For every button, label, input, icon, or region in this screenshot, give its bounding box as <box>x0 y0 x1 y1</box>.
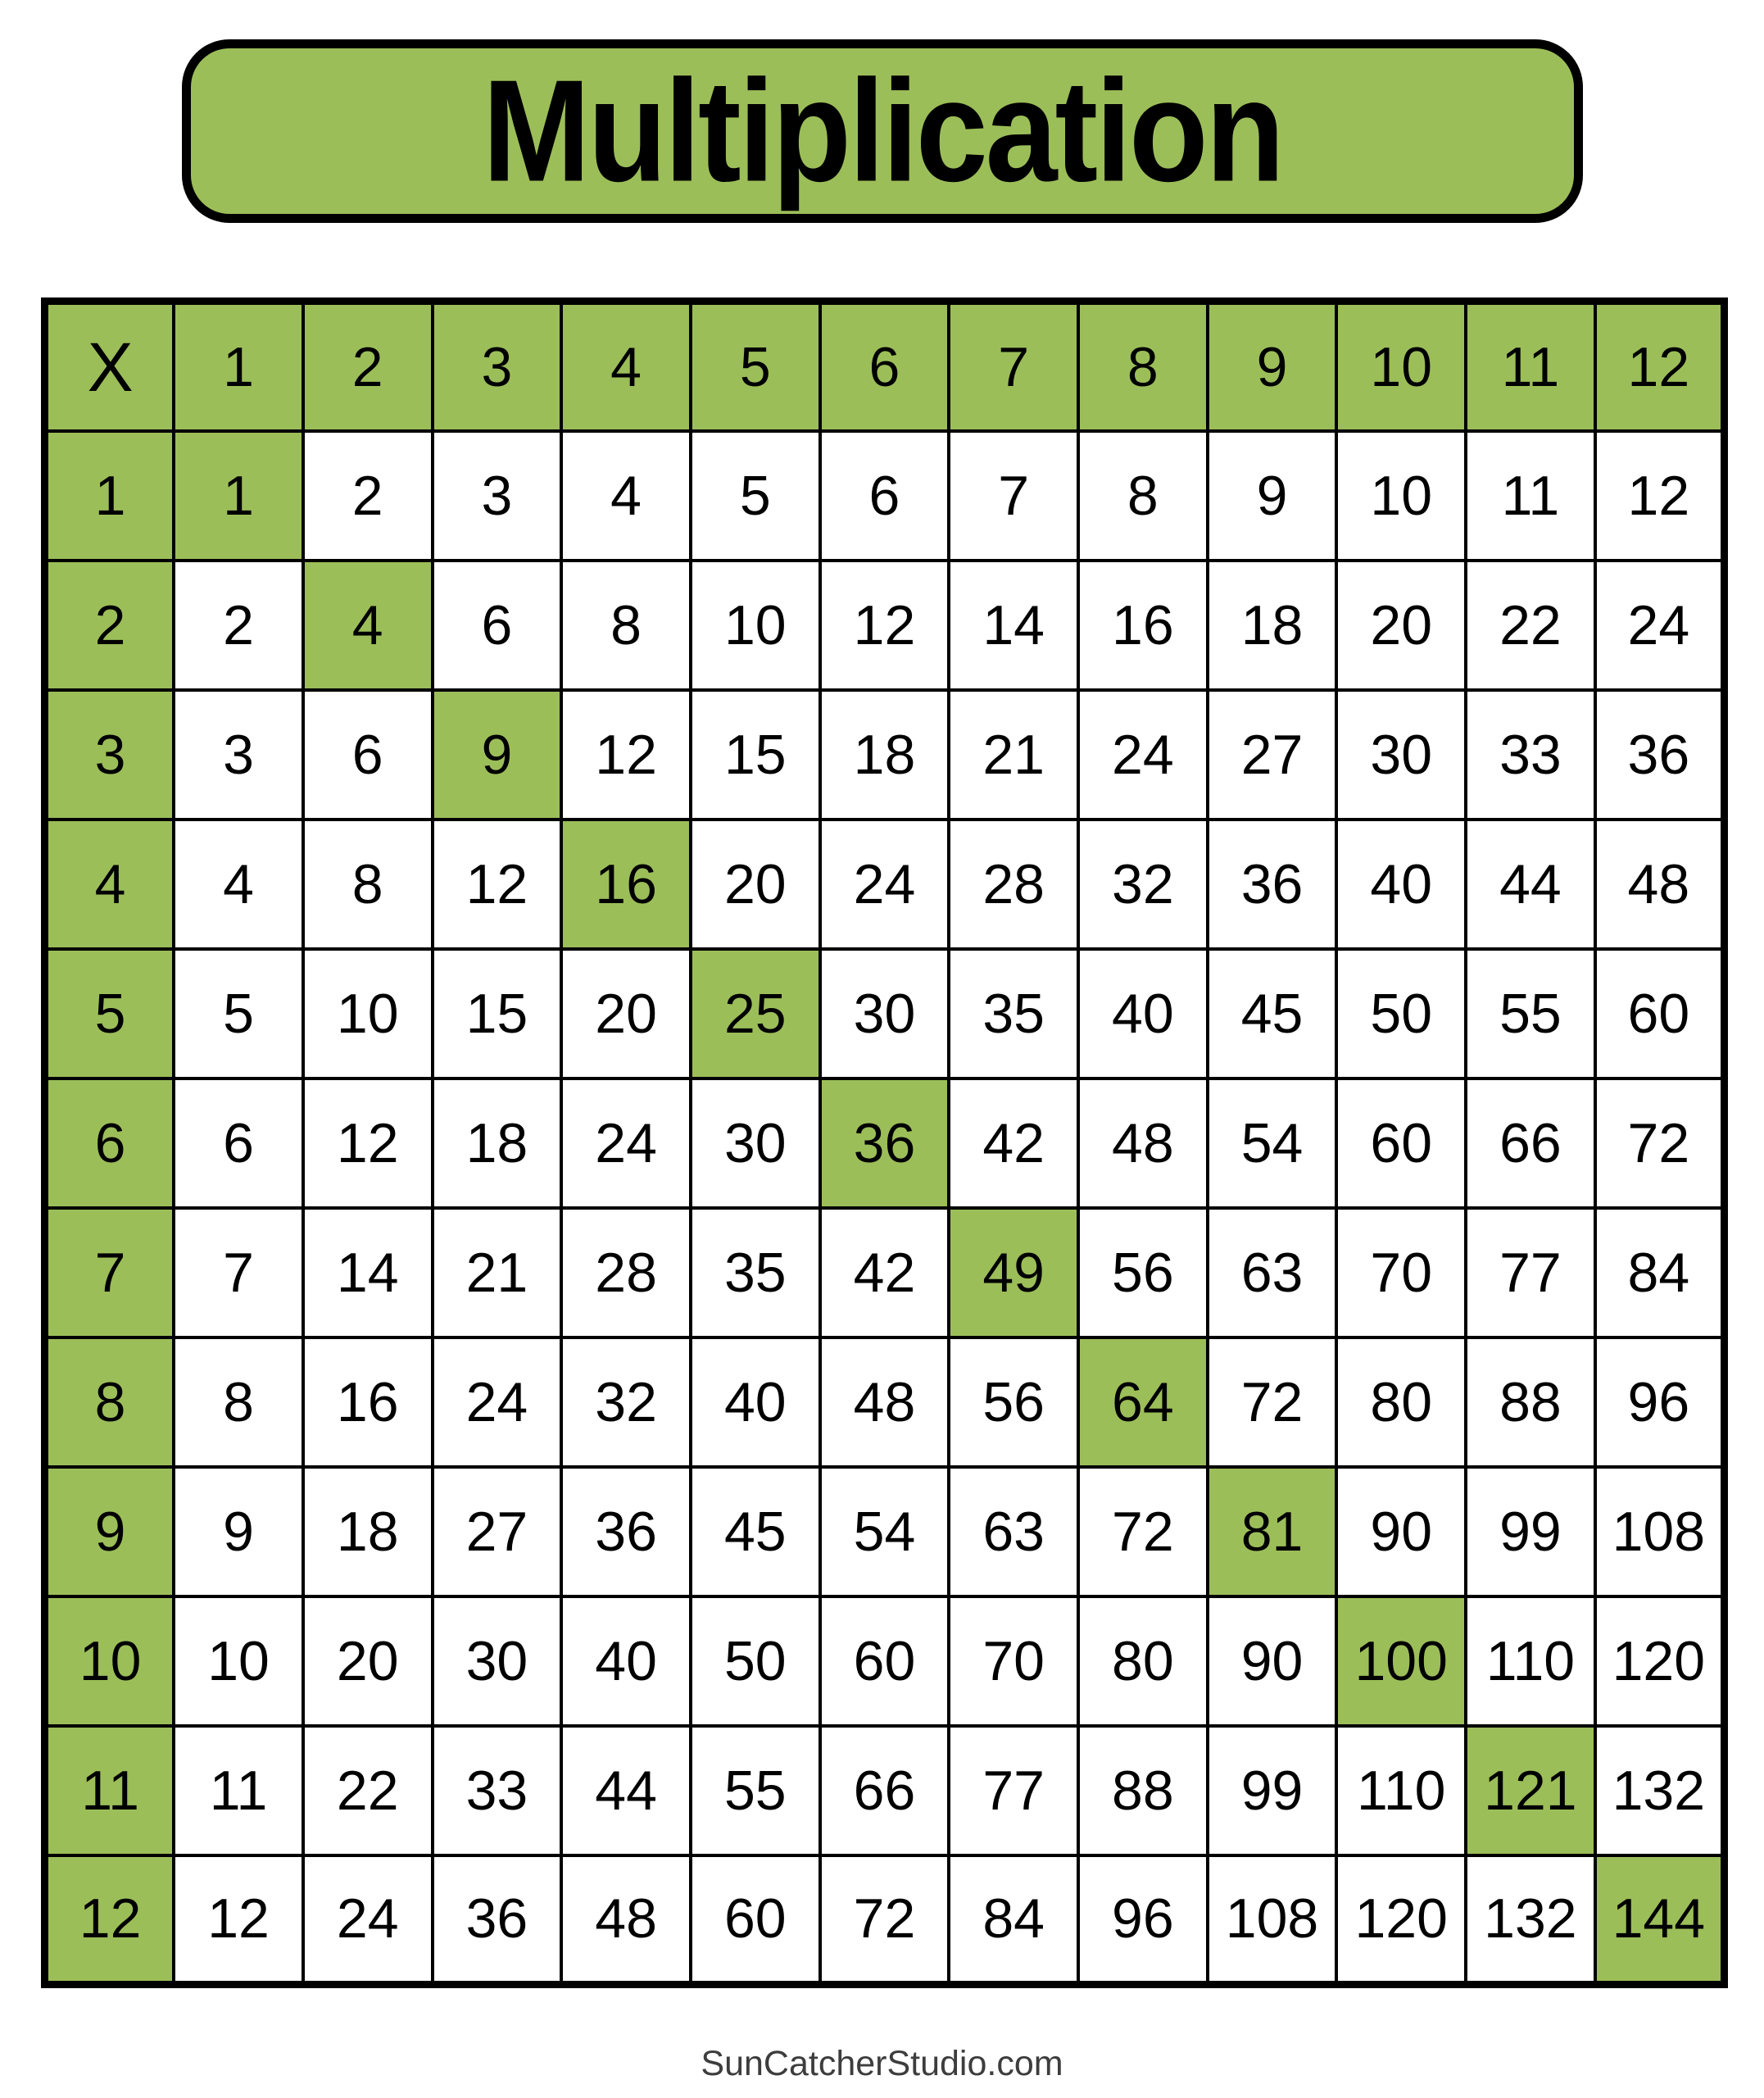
column-header-cell: 4 <box>561 302 691 431</box>
product-cell: 80 <box>1336 1337 1466 1467</box>
diagonal-product-cell: 49 <box>949 1208 1078 1337</box>
product-cell: 7 <box>949 431 1078 561</box>
product-cell: 88 <box>1466 1337 1595 1467</box>
product-cell: 33 <box>1466 690 1595 820</box>
product-cell: 28 <box>561 1208 691 1337</box>
product-cell: 14 <box>303 1208 433 1337</box>
product-cell: 50 <box>691 1596 820 1726</box>
product-cell: 2 <box>303 431 433 561</box>
product-cell: 45 <box>691 1467 820 1596</box>
column-header-cell: 8 <box>1078 302 1208 431</box>
column-header-cell: 1 <box>174 302 303 431</box>
product-cell: 48 <box>820 1337 950 1467</box>
product-cell: 99 <box>1466 1467 1595 1596</box>
product-cell: 40 <box>1078 949 1208 1079</box>
product-cell: 28 <box>949 820 1078 949</box>
product-cell: 15 <box>433 949 562 1079</box>
diagonal-product-cell: 144 <box>1595 1855 1725 1985</box>
product-cell: 24 <box>433 1337 562 1467</box>
product-cell: 14 <box>949 561 1078 690</box>
column-header-cell: 9 <box>1208 302 1337 431</box>
diagonal-product-cell: 81 <box>1208 1467 1337 1596</box>
product-cell: 77 <box>1466 1208 1595 1337</box>
table-row <box>45 820 1725 949</box>
table-row <box>45 1337 1725 1467</box>
multiplication-table-body <box>45 302 1725 1985</box>
product-cell: 132 <box>1595 1726 1725 1855</box>
product-cell: 66 <box>820 1726 950 1855</box>
footer-credit: SunCatcherStudio.com <box>701 2044 1063 2083</box>
product-cell: 6 <box>820 431 950 561</box>
table-row <box>45 1467 1725 1596</box>
product-cell: 132 <box>1466 1855 1595 1985</box>
table-row <box>45 1855 1725 1985</box>
product-cell: 70 <box>1336 1208 1466 1337</box>
row-header-cell: 10 <box>45 1596 175 1726</box>
product-cell: 63 <box>949 1467 1078 1596</box>
diagonal-product-cell: 100 <box>1336 1596 1466 1726</box>
product-cell: 22 <box>303 1726 433 1855</box>
product-cell: 42 <box>820 1208 950 1337</box>
corner-cell: X <box>45 302 175 431</box>
product-cell: 56 <box>949 1337 1078 1467</box>
product-cell: 55 <box>1466 949 1595 1079</box>
product-cell: 36 <box>1595 690 1725 820</box>
product-cell: 8 <box>561 561 691 690</box>
product-cell: 24 <box>1595 561 1725 690</box>
page-title: Multiplication <box>482 50 1283 212</box>
multiplication-table <box>41 297 1728 1988</box>
product-cell: 84 <box>1595 1208 1725 1337</box>
column-header-cell: 11 <box>1466 302 1595 431</box>
product-cell: 11 <box>174 1726 303 1855</box>
product-cell: 88 <box>1078 1726 1208 1855</box>
product-cell: 30 <box>820 949 950 1079</box>
product-cell: 30 <box>691 1079 820 1208</box>
product-cell: 48 <box>561 1855 691 1985</box>
diagonal-product-cell: 121 <box>1466 1726 1595 1855</box>
product-cell: 36 <box>561 1467 691 1596</box>
product-cell: 18 <box>303 1467 433 1596</box>
product-cell: 48 <box>1078 1079 1208 1208</box>
product-cell: 35 <box>691 1208 820 1337</box>
product-cell: 16 <box>303 1337 433 1467</box>
product-cell: 10 <box>1336 431 1466 561</box>
header-row <box>45 302 1725 431</box>
product-cell: 66 <box>1466 1079 1595 1208</box>
diagonal-product-cell: 1 <box>174 431 303 561</box>
row-header-cell: 2 <box>45 561 175 690</box>
diagonal-product-cell: 25 <box>691 949 820 1079</box>
product-cell: 4 <box>561 431 691 561</box>
table-row <box>45 1208 1725 1337</box>
product-cell: 8 <box>174 1337 303 1467</box>
column-header-cell: 2 <box>303 302 433 431</box>
product-cell: 20 <box>561 949 691 1079</box>
row-header-cell: 5 <box>45 949 175 1079</box>
product-cell: 36 <box>1208 820 1337 949</box>
product-cell: 32 <box>1078 820 1208 949</box>
product-cell: 20 <box>303 1596 433 1726</box>
product-cell: 24 <box>1078 690 1208 820</box>
product-cell: 24 <box>303 1855 433 1985</box>
product-cell: 108 <box>1208 1855 1337 1985</box>
product-cell: 96 <box>1078 1855 1208 1985</box>
product-cell: 99 <box>1208 1726 1337 1855</box>
diagonal-product-cell: 4 <box>303 561 433 690</box>
product-cell: 18 <box>820 690 950 820</box>
row-header-cell: 11 <box>45 1726 175 1855</box>
product-cell: 96 <box>1595 1337 1725 1467</box>
column-header-cell: 6 <box>820 302 950 431</box>
product-cell: 84 <box>949 1855 1078 1985</box>
row-header-cell: 8 <box>45 1337 175 1467</box>
product-cell: 3 <box>174 690 303 820</box>
product-cell: 40 <box>1336 820 1466 949</box>
product-cell: 80 <box>1078 1596 1208 1726</box>
product-cell: 70 <box>949 1596 1078 1726</box>
product-cell: 56 <box>1078 1208 1208 1337</box>
product-cell: 6 <box>433 561 562 690</box>
product-cell: 54 <box>820 1467 950 1596</box>
table-row <box>45 949 1725 1079</box>
product-cell: 32 <box>561 1337 691 1467</box>
product-cell: 20 <box>1336 561 1466 690</box>
product-cell: 54 <box>1208 1079 1337 1208</box>
product-cell: 18 <box>433 1079 562 1208</box>
product-cell: 42 <box>949 1079 1078 1208</box>
product-cell: 11 <box>1466 431 1595 561</box>
product-cell: 24 <box>561 1079 691 1208</box>
column-header-cell: 12 <box>1595 302 1725 431</box>
diagonal-product-cell: 16 <box>561 820 691 949</box>
product-cell: 72 <box>1078 1467 1208 1596</box>
product-cell: 120 <box>1595 1596 1725 1726</box>
product-cell: 12 <box>174 1855 303 1985</box>
product-cell: 35 <box>949 949 1078 1079</box>
product-cell: 10 <box>691 561 820 690</box>
product-cell: 36 <box>433 1855 562 1985</box>
product-cell: 21 <box>949 690 1078 820</box>
product-cell: 72 <box>1208 1337 1337 1467</box>
product-cell: 27 <box>1208 690 1337 820</box>
product-cell: 45 <box>1208 949 1337 1079</box>
product-cell: 9 <box>1208 431 1337 561</box>
product-cell: 48 <box>1595 820 1725 949</box>
product-cell: 50 <box>1336 949 1466 1079</box>
product-cell: 12 <box>433 820 562 949</box>
product-cell: 12 <box>1595 431 1725 561</box>
row-header-cell: 4 <box>45 820 175 949</box>
row-header-cell: 6 <box>45 1079 175 1208</box>
product-cell: 12 <box>820 561 950 690</box>
table-row <box>45 431 1725 561</box>
row-header-cell: 12 <box>45 1855 175 1985</box>
table-row <box>45 1079 1725 1208</box>
product-cell: 9 <box>174 1467 303 1596</box>
row-header-cell: 1 <box>45 431 175 561</box>
product-cell: 12 <box>303 1079 433 1208</box>
product-cell: 24 <box>820 820 950 949</box>
diagonal-product-cell: 9 <box>433 690 562 820</box>
product-cell: 72 <box>1595 1079 1725 1208</box>
product-cell: 3 <box>433 431 562 561</box>
product-cell: 90 <box>1336 1467 1466 1596</box>
product-cell: 60 <box>1595 949 1725 1079</box>
product-cell: 120 <box>1336 1855 1466 1985</box>
column-header-cell: 7 <box>949 302 1078 431</box>
product-cell: 60 <box>820 1596 950 1726</box>
product-cell: 20 <box>691 820 820 949</box>
table-row <box>45 1596 1725 1726</box>
product-cell: 72 <box>820 1855 950 1985</box>
product-cell: 8 <box>303 820 433 949</box>
product-cell: 16 <box>1078 561 1208 690</box>
product-cell: 30 <box>433 1596 562 1726</box>
product-cell: 5 <box>174 949 303 1079</box>
product-cell: 10 <box>303 949 433 1079</box>
diagonal-product-cell: 64 <box>1078 1337 1208 1467</box>
product-cell: 60 <box>691 1855 820 1985</box>
product-cell: 27 <box>433 1467 562 1596</box>
product-cell: 12 <box>561 690 691 820</box>
table-row <box>45 561 1725 690</box>
column-header-cell: 5 <box>691 302 820 431</box>
product-cell: 5 <box>691 431 820 561</box>
product-cell: 108 <box>1595 1467 1725 1596</box>
product-cell: 55 <box>691 1726 820 1855</box>
product-cell: 30 <box>1336 690 1466 820</box>
product-cell: 15 <box>691 690 820 820</box>
product-cell: 110 <box>1466 1596 1595 1726</box>
table-row <box>45 1726 1725 1855</box>
product-cell: 22 <box>1466 561 1595 690</box>
product-cell: 4 <box>174 820 303 949</box>
product-cell: 18 <box>1208 561 1337 690</box>
product-cell: 44 <box>1466 820 1595 949</box>
product-cell: 33 <box>433 1726 562 1855</box>
product-cell: 7 <box>174 1208 303 1337</box>
product-cell: 40 <box>561 1596 691 1726</box>
product-cell: 63 <box>1208 1208 1337 1337</box>
diagonal-product-cell: 36 <box>820 1079 950 1208</box>
product-cell: 77 <box>949 1726 1078 1855</box>
product-cell: 90 <box>1208 1596 1337 1726</box>
product-cell: 2 <box>174 561 303 690</box>
table-row <box>45 690 1725 820</box>
product-cell: 21 <box>433 1208 562 1337</box>
row-header-cell: 3 <box>45 690 175 820</box>
product-cell: 6 <box>303 690 433 820</box>
column-header-cell: 3 <box>433 302 562 431</box>
row-header-cell: 9 <box>45 1467 175 1596</box>
product-cell: 10 <box>174 1596 303 1726</box>
product-cell: 110 <box>1336 1726 1466 1855</box>
product-cell: 8 <box>1078 431 1208 561</box>
title-banner <box>182 39 1583 223</box>
row-header-cell: 7 <box>45 1208 175 1337</box>
product-cell: 60 <box>1336 1079 1466 1208</box>
product-cell: 40 <box>691 1337 820 1467</box>
product-cell: 6 <box>174 1079 303 1208</box>
product-cell: 44 <box>561 1726 691 1855</box>
multiplication-table-container <box>41 297 1728 1988</box>
column-header-cell: 10 <box>1336 302 1466 431</box>
